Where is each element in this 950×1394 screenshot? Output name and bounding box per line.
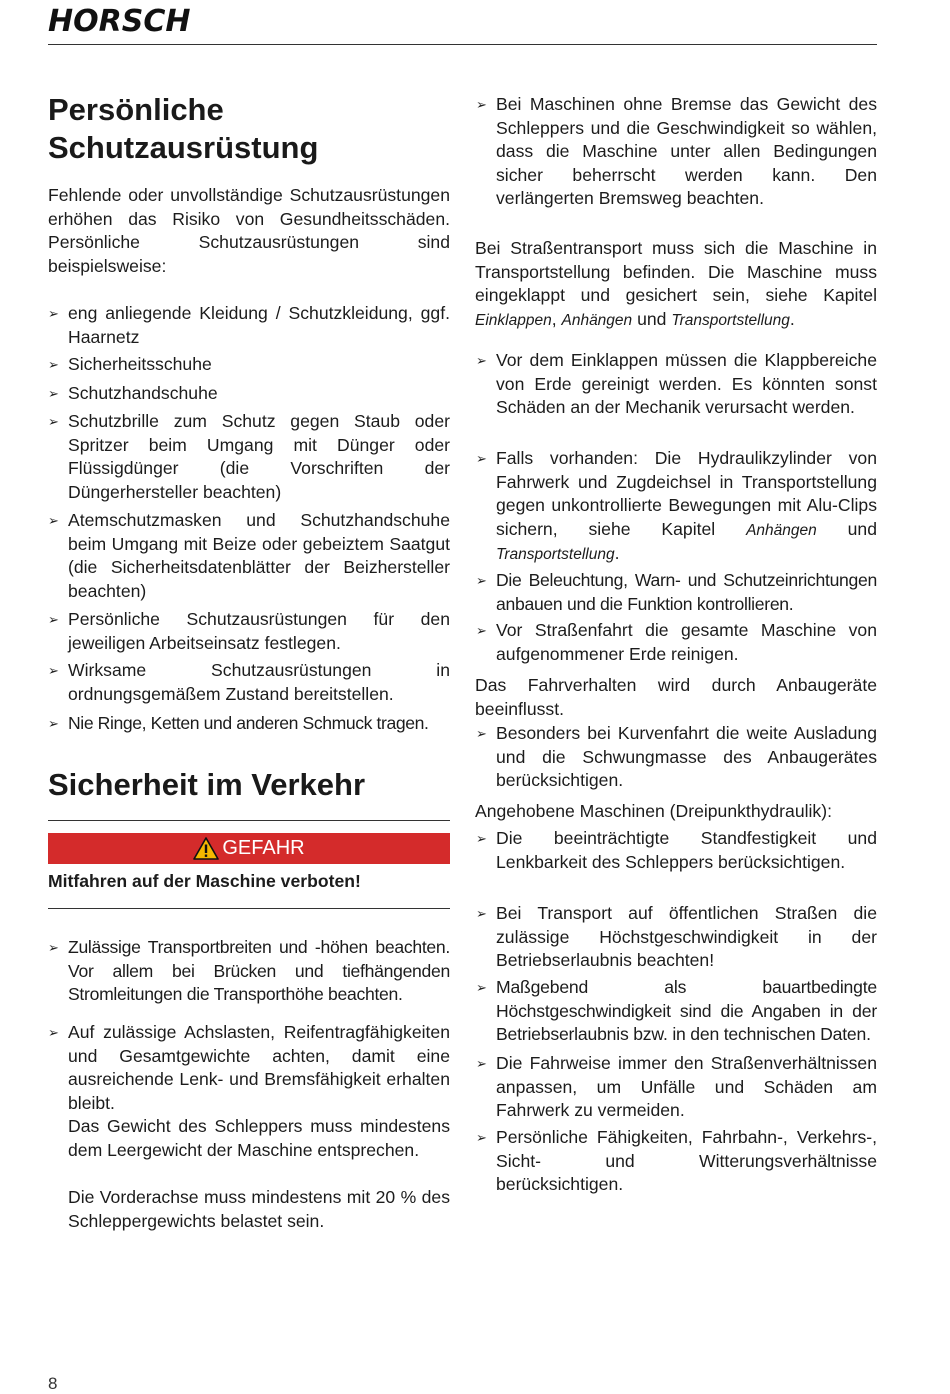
arrowhead-icon: ➢ (48, 306, 59, 321)
list-item-text: Die beeinträchtigte Standfestigkeit und Lenkbarkeit des Schleppers berücksichtigen. (496, 828, 877, 872)
arrowhead-icon: ➢ (48, 414, 59, 429)
list-item (476, 976, 877, 1047)
list-item (48, 353, 450, 377)
list-item (476, 1126, 877, 1197)
chapter-link-anhaengen[interactable]: Anhängen (561, 311, 633, 329)
list-item (476, 619, 877, 666)
list-item-text: Atemschutzmasken und Schutzhandschuhe beim Umgang mit Beize oder gebeiztem Saatgut (die Sicherheitsdatenblätter der Beizhersteller beachten) (68, 510, 450, 601)
arrowhead-icon: ➢ (476, 451, 487, 466)
list-item: ➢ Falls vorhanden: Die Hydraulikzylinder von Fahrwerk und Zugdeichsel in Transportstellung gegen unkontrollierte Bewegungen mit Alu-Clips sichern, siehe Kapitel Anhängen und Transportstellung. (476, 448, 877, 563)
arrowhead-icon: ➢ (476, 831, 487, 846)
list-item-text: Maßgebend als bauartbedingte Höchstgeschwindigkeit sind die Angaben in der Betriebserlaubnis bzw. in den technischen Daten. (496, 977, 877, 1044)
list-item (476, 349, 877, 420)
arrowhead-icon: ➢ (476, 1130, 487, 1145)
list-item (476, 902, 877, 973)
list-item-text: Vor dem Einklappen müssen die Klappbereiche von Erde gereinigt werden. Es könnten sonst Schäden an der Mechanik verursacht werden. (496, 350, 877, 417)
arrowhead-icon: ➢ (48, 716, 59, 731)
list-item (48, 608, 450, 655)
list-item (48, 509, 450, 603)
section-title-traffic: Sicherheit im Verkehr (48, 767, 366, 802)
road-transport-text: Bei Straßentransport muss sich die Maschine in Transportstellung befinden. Die Maschine muss eingeklappt und gesichert sein, siehe Kapitel (475, 238, 877, 305)
arrowhead-icon: ➢ (476, 1056, 487, 1071)
list-item-continuation: Das Gewicht des Schleppers muss mindestens dem Leergewicht der Maschine entsprechen. (68, 1116, 450, 1160)
list-item (48, 659, 450, 706)
lifted-machines-intro: Angehobene Maschinen (Dreipunkthydraulik): (475, 801, 832, 821)
horsch-logo: HORSCH (48, 4, 191, 39)
arrowhead-icon: ➢ (476, 97, 487, 112)
list-item (476, 1052, 877, 1123)
list-item-text: Wirksame Schutzausrüstungen in ordnungsgemäßem Zustand bereitstellen. (68, 660, 450, 704)
driving-behavior-text: Das Fahrverhalten wird durch Anbaugeräte beeinflusst. (475, 675, 877, 719)
road-transport-paragraph: Bei Straßentransport muss sich die Maschine in Transportstellung befinden. Die Maschine muss eingeklappt und gesichert sein, siehe Kapitel Einklappen, Anhängen und Transportstellung. (475, 238, 877, 329)
chapter-link-transportstellung[interactable]: Transportstellung (496, 546, 615, 563)
list-item (476, 93, 877, 211)
danger-text: Mitfahren auf der Maschine verboten! (48, 871, 361, 891)
arrowhead-icon: ➢ (48, 386, 59, 401)
arrowhead-icon: ➢ (48, 1025, 59, 1040)
list-item-text: eng anliegende Kleidung / Schutzkleidung, ggf. Haarnetz (68, 303, 450, 347)
list-item-text: Auf zulässige Achslasten, Reifentragfähigkeiten und Gesamtgewichte achten, damit eine ausreichende Lenk- und Bremsfähigkeit erhalten bleibt. (68, 1022, 450, 1113)
list-item (48, 1021, 450, 1115)
page-number: 8 (48, 1374, 58, 1393)
arrowhead-icon: ➢ (476, 726, 487, 741)
list-item (476, 722, 877, 793)
warning-triangle-icon (193, 837, 219, 860)
list-item-text: Vor Straßenfahrt die gesamte Maschine von aufgenommener Erde reinigen. (496, 620, 877, 664)
list-item-text: Persönliche Fähigkeiten, Fahrbahn-, Verkehrs-, Sicht- und Witterungsverhältnisse berücksichtigen. (496, 1127, 877, 1194)
list-item (48, 410, 450, 504)
list-item (476, 569, 877, 616)
ppe-intro: Fehlende oder unvollständige Schutzausrüstungen erhöhen das Risiko von Gesundheitsschäden. Persönliche Schutzausrüstungen sind beispielsweise: (48, 185, 450, 276)
list-item (48, 382, 450, 406)
chapter-link-anhaengen[interactable]: Anhängen (746, 521, 817, 539)
arrowhead-icon: ➢ (476, 623, 487, 638)
chapter-link-einklappen[interactable]: Einklappen (475, 311, 552, 329)
list-item (48, 302, 450, 349)
list-item-text: Bei Transport auf öffentlichen Straßen die zulässige Höchstgeschwindigkeit in der Betriebserlaubnis beachten! (496, 903, 877, 970)
conjunction: und (847, 518, 877, 539)
header-rule (48, 44, 877, 45)
list-item-continuation: Die Vorderachse muss mindestens mit 20 % des Schleppergewichts belastet sein. (68, 1187, 450, 1231)
arrowhead-icon: ➢ (476, 980, 487, 995)
list-item-text: Die Beleuchtung, Warn- und Schutzeinrichtungen anbauen und die Funktion kontrollieren. (496, 570, 877, 614)
arrowhead-icon: ➢ (48, 663, 59, 678)
danger-bottom-rule (48, 908, 450, 909)
arrowhead-icon: ➢ (48, 940, 59, 955)
list-item-text: Persönliche Schutzausrüstungen für den jeweiligen Arbeitseinsatz festlegen. (68, 609, 450, 653)
section-title-line-2: Schutzausrüstung (48, 130, 319, 165)
list-item-text: Besonders bei Kurvenfahrt die weite Ausladung und die Schwungmasse des Anbaugerätes berücksichtigen. (496, 723, 877, 790)
list-item-text: Sicherheitsschuhe (68, 354, 212, 374)
section-title-line-1: Persönliche (48, 92, 224, 127)
list-item-text: Nie Ringe, Ketten und anderen Schmuck tragen. (68, 713, 429, 733)
chapter-link-transportstellung[interactable]: Transportstellung (671, 311, 790, 329)
arrowhead-icon: ➢ (48, 513, 59, 528)
danger-label: GEFAHR (222, 837, 305, 859)
list-item-text: Zulässige Transportbreiten und -höhen beachten. Vor allem bei Brücken und tiefhängenden Stromleitungen die Transporthöhe beachten. (68, 937, 450, 1004)
danger-top-rule (48, 820, 450, 821)
conjunction: und (637, 308, 667, 329)
list-item-text: Bei Maschinen ohne Bremse das Gewicht des Schleppers und die Geschwindigkeit so wählen, dass die Maschine unter allen Bedingungen sicher beherrscht werden kann. Den verlängerten Bremsweg beachten. (496, 94, 877, 208)
danger-banner (48, 833, 450, 864)
arrowhead-icon: ➢ (476, 353, 487, 368)
arrowhead-icon: ➢ (48, 612, 59, 627)
list-item (476, 827, 877, 874)
list-item-text: Falls vorhanden: Die Hydraulikzylinder von Fahrwerk und Zugdeichsel in Transportstellung gegen unkontrollierte Bewegungen mit Alu-Clips sichern, siehe Kapitel (496, 448, 877, 539)
list-item-text: Die Fahrweise immer den Straßenverhältnissen anpassen, um Unfälle und Schäden am Fahrwerk zu vermeiden. (496, 1053, 877, 1120)
list-item-text: Schutzbrille zum Schutz gegen Staub oder Spritzer beim Umgang mit Dünger oder Flüssigdünger (die Vorschriften der Düngerhersteller beachten) (68, 411, 450, 502)
arrowhead-icon: ➢ (48, 357, 59, 372)
arrowhead-icon: ➢ (476, 573, 487, 588)
arrowhead-icon: ➢ (476, 906, 487, 921)
list-item (48, 936, 450, 1007)
list-item-text: Schutzhandschuhe (68, 383, 218, 403)
list-item (48, 712, 450, 736)
section-title-ppe (48, 91, 450, 167)
